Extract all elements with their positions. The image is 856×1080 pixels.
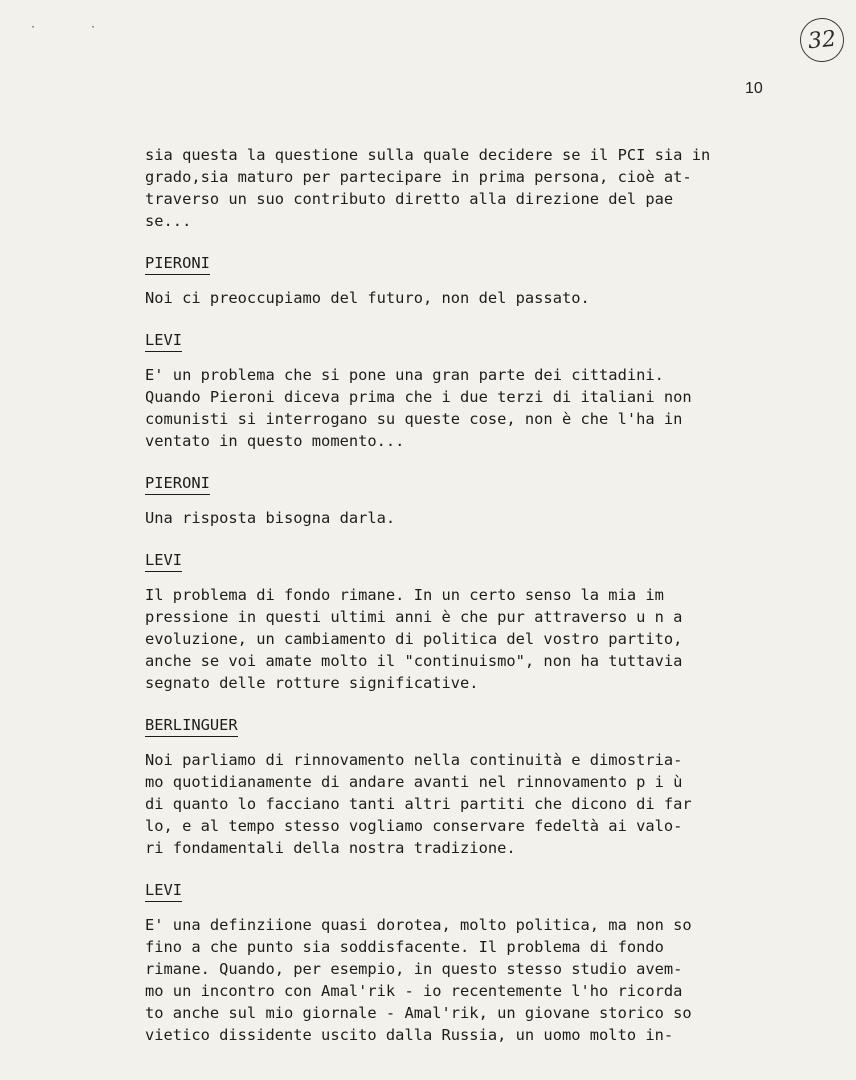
text-line: Noi ci preoccupiamo del futuro, non del passato.: [145, 289, 590, 307]
speaker-block: [145, 879, 785, 914]
speaker-name: LEVI: [145, 550, 182, 572]
speaker-name: PIERONI: [145, 473, 210, 495]
speaker-name: PIERONI: [145, 253, 210, 275]
text-line: di quanto lo facciano tanti altri partiti che dicono di far: [145, 795, 692, 813]
text-line: mo quotidianamente di andare avanti nel rinnovamento p i ù: [145, 773, 683, 791]
text-line: ventato in questo momento...: [145, 432, 405, 450]
text-line: vietico dissidente uscito dalla Russia, un uomo molto in-: [145, 1026, 674, 1044]
text-line: E' un problema che si pone una gran parte dei cittadini.: [145, 366, 664, 384]
text-line: se...: [145, 212, 192, 230]
speaker-block: [145, 549, 785, 584]
text-line: Una risposta bisogna darla.: [145, 509, 396, 527]
text-line: lo, e al tempo stesso vogliamo conservare fedeltà ai valo-: [145, 817, 683, 835]
speaker-block: [145, 714, 785, 749]
transcript-paragraph: [145, 749, 785, 859]
text-line: grado,sia maturo per partecipare in prima persona, cioè at-: [145, 168, 692, 186]
text-line: traverso un suo contributo diretto alla direzione del pae: [145, 190, 674, 208]
page-number: 10: [745, 80, 763, 97]
speaker-name: BERLINGUER: [145, 715, 238, 737]
text-line: comunisti si interrogano su queste cose, non è che l'ha in: [145, 410, 683, 428]
transcript-paragraph: [145, 914, 785, 1046]
text-line: sia questa la questione sulla quale decidere se il PCI sia in: [145, 146, 711, 164]
speaker-name: LEVI: [145, 880, 182, 902]
transcript-paragraph: [145, 144, 785, 232]
text-line: fino a che punto sia soddisfacente. Il problema di fondo: [145, 938, 664, 956]
transcript-paragraph: [145, 507, 785, 529]
text-line: Noi parliamo di rinnovamento nella continuità e dimostria-: [145, 751, 683, 769]
text-line: mo un incontro con Amal'rik - io recentemente l'ho ricorda: [145, 982, 683, 1000]
text-line: E' una definziione quasi dorotea, molto politica, ma non so: [145, 916, 692, 934]
text-line: evoluzione, un cambiamento di politica del vostro partito,: [145, 630, 683, 648]
archive-stamp-number: 32: [798, 16, 846, 64]
text-line: rimane. Quando, per esempio, in questo stesso studio avem-: [145, 960, 683, 978]
transcript-paragraph: [145, 287, 785, 309]
transcript-body: [145, 144, 785, 1066]
text-line: to anche sul mio giornale - Amal'rik, un giovane storico so: [145, 1004, 692, 1022]
text-line: ri fondamentali della nostra tradizione.: [145, 839, 516, 857]
speaker-name: LEVI: [145, 330, 182, 352]
text-line: anche se voi amate molto il "continuismo", non ha tuttavia: [145, 652, 683, 670]
speaker-block: [145, 252, 785, 287]
speaker-block: [145, 472, 785, 507]
text-line: pressione in questi ultimi anni è che pur attraverso u n a: [145, 608, 683, 626]
text-line: segnato delle rotture significative.: [145, 674, 479, 692]
speaker-block: [145, 329, 785, 364]
transcript-paragraph: [145, 364, 785, 452]
text-line: Il problema di fondo rimane. In un certo senso la mia im: [145, 586, 664, 604]
scan-specks: · ·: [30, 22, 121, 33]
text-line: Quando Pieroni diceva prima che i due terzi di italiani non: [145, 388, 692, 406]
transcript-paragraph: [145, 584, 785, 694]
